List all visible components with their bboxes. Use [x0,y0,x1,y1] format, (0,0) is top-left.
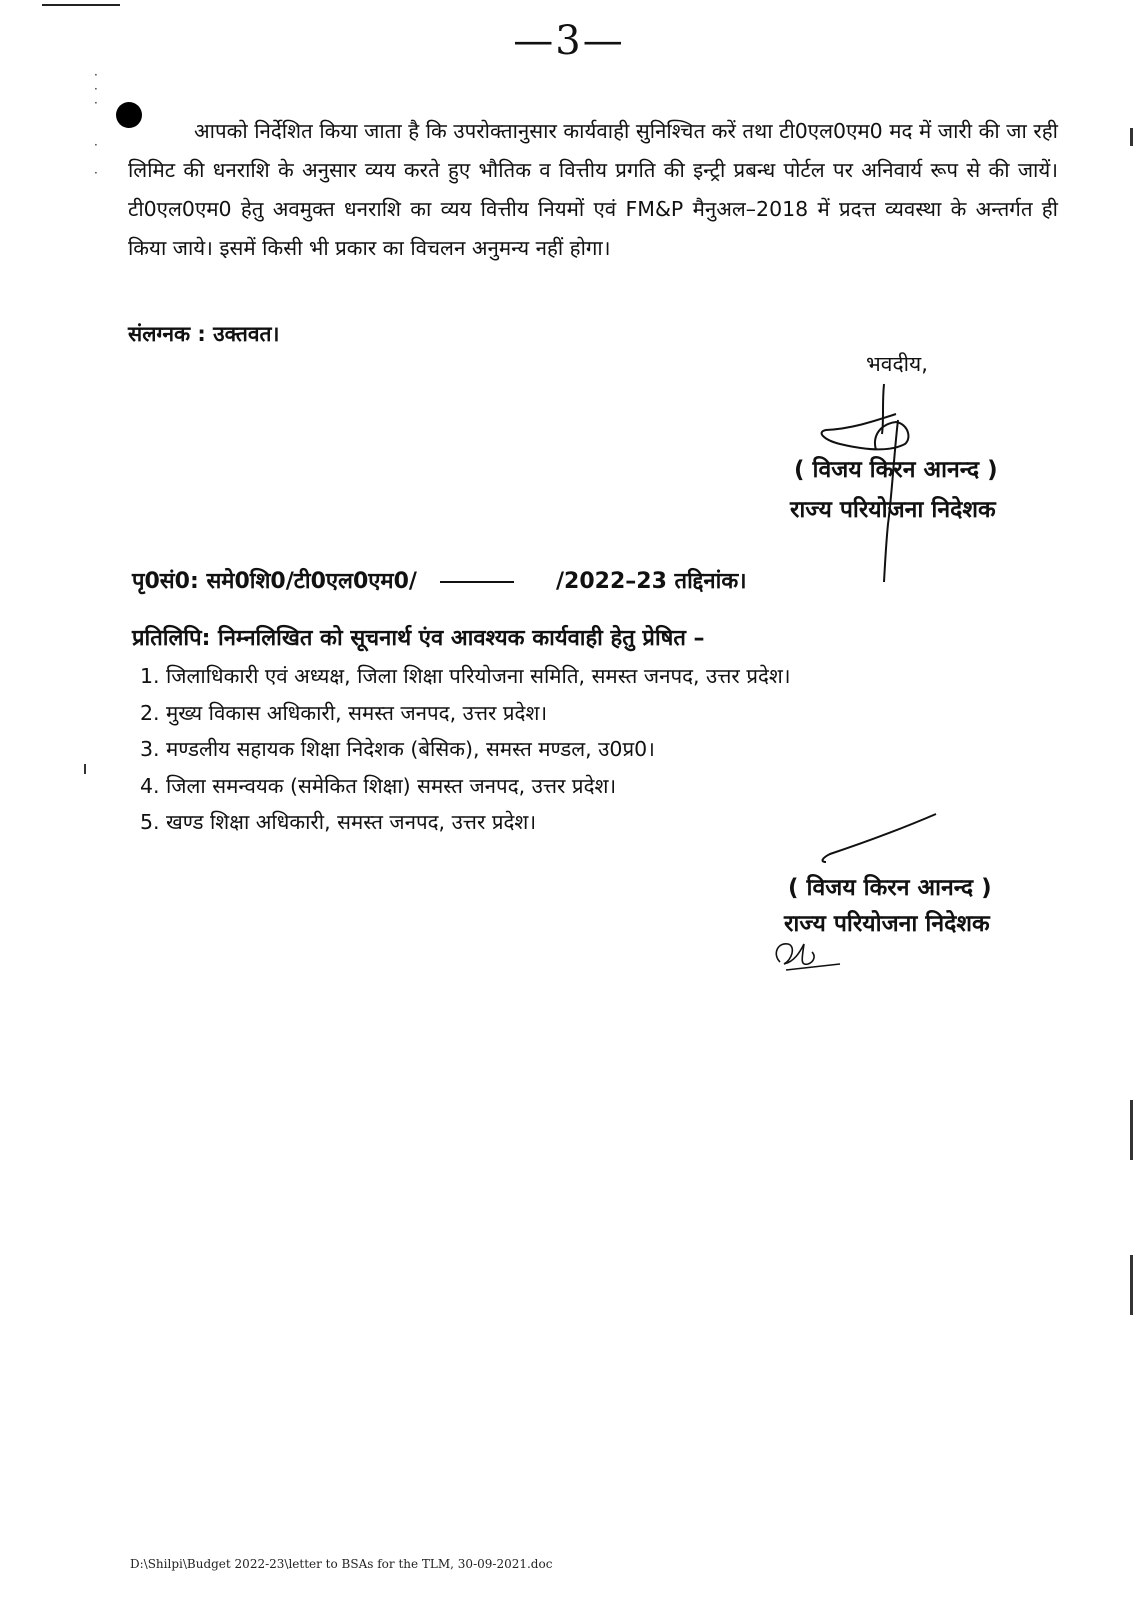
footer-file-path: D:\Shilpi\Budget 2022-23\letter to BSAs for the TLM, 30-09-2021.doc [130,1557,553,1571]
copy-signatory-name: ( विजय किरन आनन्द ) [788,875,992,901]
page-number: —3— [513,18,625,64]
initials-scribble [766,934,846,980]
enclosure-note: संलग्नक : उक्तवत। [128,322,280,346]
signature-2 [812,810,942,870]
closing-regards: भवदीय, [866,352,928,376]
list-item: 2. मुख्य विकास अधिकारी, समस्त जनपद, उत्तर प्रदेश। [140,700,548,725]
list-item: 3. मण्डलीय सहायक शिक्षा निदेशक (बेसिक), समस्त मण्डल, उ0प्र0। [140,737,655,761]
stray-mark [84,764,86,774]
copy-to-heading: प्रतिलिपि: निम्नलिखित को सूचनार्थ एंव आवश्यक कार्यवाही हेतु प्रेषित – [132,626,705,651]
signatory-title: राज्य परियोजना निदेशक [790,497,996,523]
copy-signatory-title: राज्य परियोजना निदेशक [784,911,990,937]
reference-number: पृ0सं0: समे0शि0/टी0एल0एम0/ [132,569,417,594]
list-item: 5. खण्ड शिक्षा अधिकारी, समस्त जनपद, उत्तर प्रदेश। [140,810,537,834]
edge-mark [1130,1255,1133,1315]
body-paragraph: आपको निर्देशित किया जाता है कि उपरोक्तानुसार कार्यवाही सुनिश्चित करें तथा टी0एल0एम0 मद में जारी की जा रही लिमिट की धनराशि के अनुसार व्यय करते हुए भौतिक व वित्तीय प्रगति की इन्ट्री प्रबन्ध पोर्टल पर अनिवार्य रूप से की जायें। टी0एल0एम0 हेतु अवमुक्त धनराशि का व्यय वित्तीय नियमों एवं FM&P मैनुअल–2018 में प्रदत्त व्यवस्था के अन्तर्गत ही किया जाये। इसमें किसी भी प्रकार का विचलन अनुमन्य नहीं होगा। [128,119,1058,260]
reference-date: /2022–23 तद्दिनांक। [556,569,747,594]
edge-mark [1130,1100,1133,1160]
margin-dots: · · · · · [94,68,98,180]
copy-to-list [140,658,791,841]
edge-mark [1130,128,1133,146]
signature-1 [810,374,920,594]
scan-artifact-mark [42,0,120,6]
signatory-name: ( विजय किरन आनन्द ) [794,457,998,483]
list-item: 1. जिलाधिकारी एवं अध्यक्ष, जिला शिक्षा परियोजना समिति, समस्त जनपद, उत्तर प्रदेश। [140,664,791,688]
reference-blank-line [440,581,514,583]
list-item: 4. जिला समन्वयक (समेकित शिक्षा) समस्त जनपद, उत्तर प्रदेश। [140,773,617,798]
